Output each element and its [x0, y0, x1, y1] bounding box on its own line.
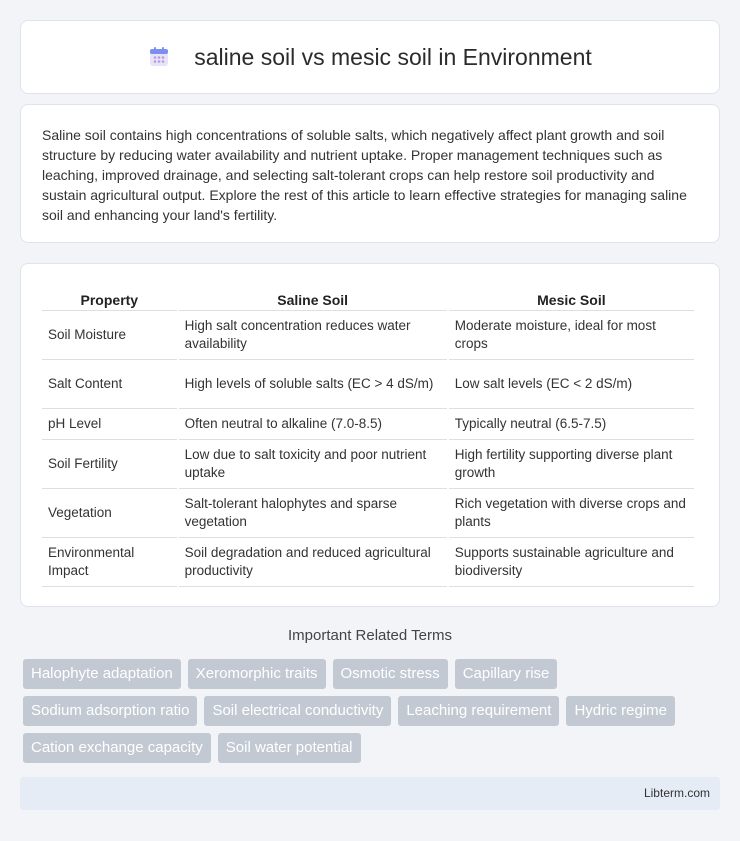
table-cell: Salt Content — [42, 359, 177, 408]
term-tag[interactable]: Osmotic stress — [333, 659, 448, 689]
term-tag[interactable]: Leaching requirement — [398, 696, 559, 726]
table-row — [42, 537, 694, 587]
table-cell: Soil Fertility — [42, 439, 177, 488]
related-terms-heading: Important Related Terms — [288, 627, 452, 644]
term-tag[interactable]: Soil water potential — [218, 733, 361, 763]
table-row — [42, 310, 694, 359]
term-tag[interactable]: Cation exchange capacity — [23, 733, 211, 763]
table-cell: High salt concentration reduces water availability — [179, 310, 447, 359]
table-row — [42, 439, 694, 488]
calendar-icon — [148, 46, 170, 68]
table-cell: Low due to salt toxicity and poor nutrient uptake — [179, 439, 447, 488]
table-cell: Soil degradation and reduced agricultural productivity — [179, 537, 447, 587]
table-cell: High levels of soluble salts (EC > 4 dS/m) — [179, 359, 447, 408]
term-tag[interactable]: Capillary rise — [455, 659, 558, 689]
table-cell: Often neutral to alkaline (7.0-8.5) — [179, 408, 447, 439]
related-terms-list — [23, 659, 723, 763]
table-row — [42, 359, 694, 408]
term-tag[interactable]: Hydric regime — [566, 696, 675, 726]
header-saline-soil: Saline Soil — [277, 292, 349, 308]
table-cell: Supports sustainable agriculture and biodiversity — [449, 537, 694, 587]
table-cell: Environmental Impact — [42, 537, 177, 587]
page-title: saline soil vs mesic soil in Environment — [194, 43, 592, 70]
table-cell: pH Level — [42, 408, 177, 439]
table-cell: Salt-tolerant halophytes and sparse vegetation — [179, 488, 447, 537]
table-row — [42, 488, 694, 537]
table-header-row — [42, 284, 694, 310]
comparison-card — [20, 263, 720, 607]
footer-site-link[interactable]: Libterm.com — [643, 786, 710, 800]
term-tag[interactable]: Xeromorphic traits — [188, 659, 326, 689]
table-cell: Rich vegetation with diverse crops and plants — [449, 488, 694, 537]
intro-card — [20, 104, 720, 243]
footer — [20, 777, 720, 810]
intro-paragraph: Saline soil contains high concentrations of soluble salts, which negatively affect plant growth and soil structure by reducing water availability and nutrient uptake. Proper management techniques such as leaching, improved drainage, and selecting salt-tolerant crops can help restore soil productivity and sustain agricultural output. Explore the rest of this article to learn effective strategies for managing saline soil and enhancing your land's fertility. — [42, 127, 687, 223]
table-cell: Moderate moisture, ideal for most crops — [449, 310, 694, 359]
title-card — [20, 20, 720, 94]
term-tag[interactable]: Sodium adsorption ratio — [23, 696, 197, 726]
table-cell: Low salt levels (EC < 2 dS/m) — [449, 359, 694, 408]
table-cell: Soil Moisture — [42, 310, 177, 359]
table-cell: Vegetation — [42, 488, 177, 537]
comparison-table — [40, 284, 696, 587]
header-property: Property — [80, 292, 139, 308]
term-tag[interactable]: Halophyte adaptation — [23, 659, 181, 689]
table-row — [42, 408, 694, 439]
term-tag[interactable]: Soil electrical conductivity — [204, 696, 391, 726]
header-mesic-soil: Mesic Soil — [537, 292, 606, 308]
table-cell: High fertility supporting diverse plant growth — [449, 439, 694, 488]
table-cell: Typically neutral (6.5-7.5) — [449, 408, 694, 439]
